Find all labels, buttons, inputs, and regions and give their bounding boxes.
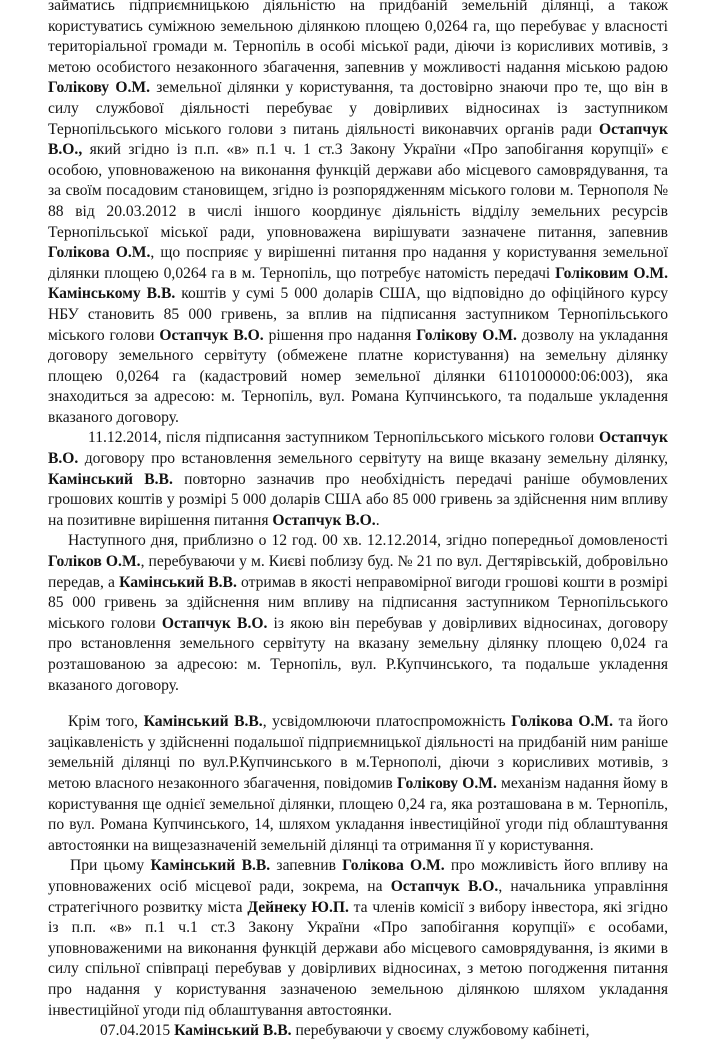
paragraph: [48, 428, 668, 531]
text-run: механізм надання йому в користування ще однієї земельної ділянки, площею 0,24 га, яка розташована в м. Тернопіль, по вул. Романа Купчинського, 14, шляхом укладання інвестиційної угоди під облаштування автостоянки на вищезазначеній земельній ділянці та отримання її у користування.: [48, 774, 668, 854]
text-run: , усвідомлюючи платоспроможність: [262, 713, 512, 731]
text-run: , що посприяє у вирішенні питання про надання у користування земельної ділянки площею 0,0264 га в м. Тернопіль, що потребує натомість передачі: [48, 244, 668, 282]
bold-name: Голікова О.М.: [342, 857, 445, 875]
text-run: перебуваючи у своєму службовому кабінеті,: [291, 1022, 590, 1040]
text-run: земельної ділянки у користування, та достовірно знаючи про те, що він в силу службової діяльності перебуває у довірливих відносинах із заступником Тернопільського міського голови з питань діяльності виконавчих органів ради: [48, 79, 668, 138]
text-run: та членів комісії з вибору інвестора, які згідно із п.п. «в» п.1 ч.1 ст.3 Закону України «Про запобігання корупції» є особами, уповноваженими на виконання функцій держави або місцевого самоврядування, із якими в силу спільної співпраці перебував у довірливих відносинах, з метою погодження питання про надання у користування зазначеною земельною ділянкою шляхом укладання інвестиційної угоди під облаштування автостоянки.: [48, 898, 668, 1019]
text-run: договору про встановлення земельного сервітуту на вище вказану земельну ділянку,: [78, 450, 668, 468]
bold-name: Остапчук В.О.: [48, 429, 668, 468]
text-run: займатись підприємницькою діяльністю на придбаній земельній ділянці, а також користуватись суміжною земельною ділянкою площею 0,0264 га, що перебуває у власності територіальної громади м. Тернопіль в особі міської ради, діючи із корисливих мотивів, з метою особистого незаконного збагачення, запевнив у можливості надання міською радою: [48, 0, 668, 76]
bold-name: Остапчук В.О.: [390, 877, 499, 895]
bold-name: Остапчук В.О.,: [48, 120, 668, 159]
bold-name: Дейнеку Ю.П.: [247, 898, 349, 916]
bold-name: Голікову О.М.: [396, 774, 497, 792]
text-run: , начальника управління стратегічного розвитку міста: [48, 877, 668, 916]
bold-name: Голікова О.М.: [511, 713, 614, 731]
text-run: 11.12.2014, після підписання заступником Тернопільського міського голови: [88, 429, 599, 447]
bold-name: Остапчук В.О.: [161, 614, 268, 632]
text-run: та його зацікавленість у здійсненні подальшої підприємницької діяльності на придбаній ним раніше земельній ділянці по вул.Р.Купчинського в м.Тернополі, діючи з корисливих мотивів, з метою власного незаконного збагачення, повідомив: [48, 713, 669, 792]
text-run: запевнив: [270, 857, 343, 875]
text-run: .: [375, 511, 380, 529]
text-run: який згідно із п.п. «в» п.1 ч. 1 ст.3 Закону України «Про запобігання корупції» є особою, уповноваженою на виконання функцій держави або місцевого самоврядування, та за своїм посадовим становищем, згідно із розпорядженням міського голови м. Тернополя № 88 від 20.03.2012 в числі іншого координує діяльність відділу земельних ресурсів Тернопільської міської ради, уповноважена вирішувати зазначене питання, запевнив: [48, 141, 668, 241]
text-run: рішення про надання: [263, 326, 417, 344]
text-run: отримав в якості неправомірної вигоди грошові кошти в розмірі 85 000 гривень за здійснення ним впливу на підписання заступником Тернопільського міського голови: [48, 573, 668, 632]
bold-name: Камінський В.В.: [150, 857, 271, 875]
paragraph: [48, 1021, 668, 1042]
paragraph: [48, 531, 668, 696]
bold-name: Остапчук В.О.: [272, 511, 376, 529]
text-run: При цьому: [70, 857, 151, 875]
text-run: повторно зазначив про необхідність передачі раніше обумовлених грошових коштів у розмірі 5 000 доларів США або 85 000 гривень за здійснення ним впливу на позитивне вирішення питання: [48, 470, 668, 529]
text-run: дозволу на укладання договору земельного сервітуту (обмежене платне користування) на земельну ділянку площею 0,0264 га (кадастровий номер земельної ділянки 6110100000:06:003), яка знаходиться за адресою: м. Тернопіль, вул. Романа Купчинського, та подальше укладення вказаного договору.: [48, 326, 668, 426]
paragraph: [48, 0, 668, 428]
bold-name: Голікова О.М.: [48, 244, 151, 262]
text-run: , перебуваючи у м. Києві поблизу буд. № 21 по вул. Дегтярівській, добровільно передав, а: [48, 553, 668, 591]
bold-name: Камінський В.В.: [174, 1022, 292, 1040]
bold-name: Камінський В.В.: [119, 573, 237, 591]
bold-name: Голіковим О.М. Камінському В.В.: [48, 264, 668, 303]
bold-name: Голікову О.М.: [416, 326, 517, 344]
paragraph: [48, 712, 668, 856]
text-run: Наступного дня, приблизно о 12 год. 00 хв. 12.12.2014, згідно попередньої домовленості: [68, 532, 668, 550]
bold-name: Камінський В.В.: [48, 470, 173, 488]
text-run: про можливість його впливу на уповноважених осіб місцевої ради, зокрема, на: [48, 857, 669, 895]
bold-name: Остапчук В.О.: [159, 326, 264, 344]
paragraph: [48, 856, 668, 1021]
bold-name: Голіков О.М.: [48, 553, 141, 571]
bold-name: Голікову О.М.: [48, 79, 150, 97]
text-run: 07.04.2015: [100, 1022, 175, 1040]
bold-name: Камінський В.В.: [143, 713, 263, 731]
document-page: [48, 0, 668, 1042]
text-run: із якою він перебував у довірливих відносинах, договору про встановлення земельного сервітуту на вказану земельну ділянку площею 0,024 га розташованою за адресою: м. Тернопіль, вул. Р.Купчинського, та подальше укладення вказаного договору.: [48, 614, 668, 694]
text-run: Крім того,: [68, 713, 144, 731]
text-run: коштів у сумі 5 000 доларів США, що відповідно до офіційного курсу НБУ становить 85 000 гривень, за вплив на підписання заступником Тернопільського міського голови: [48, 285, 669, 344]
